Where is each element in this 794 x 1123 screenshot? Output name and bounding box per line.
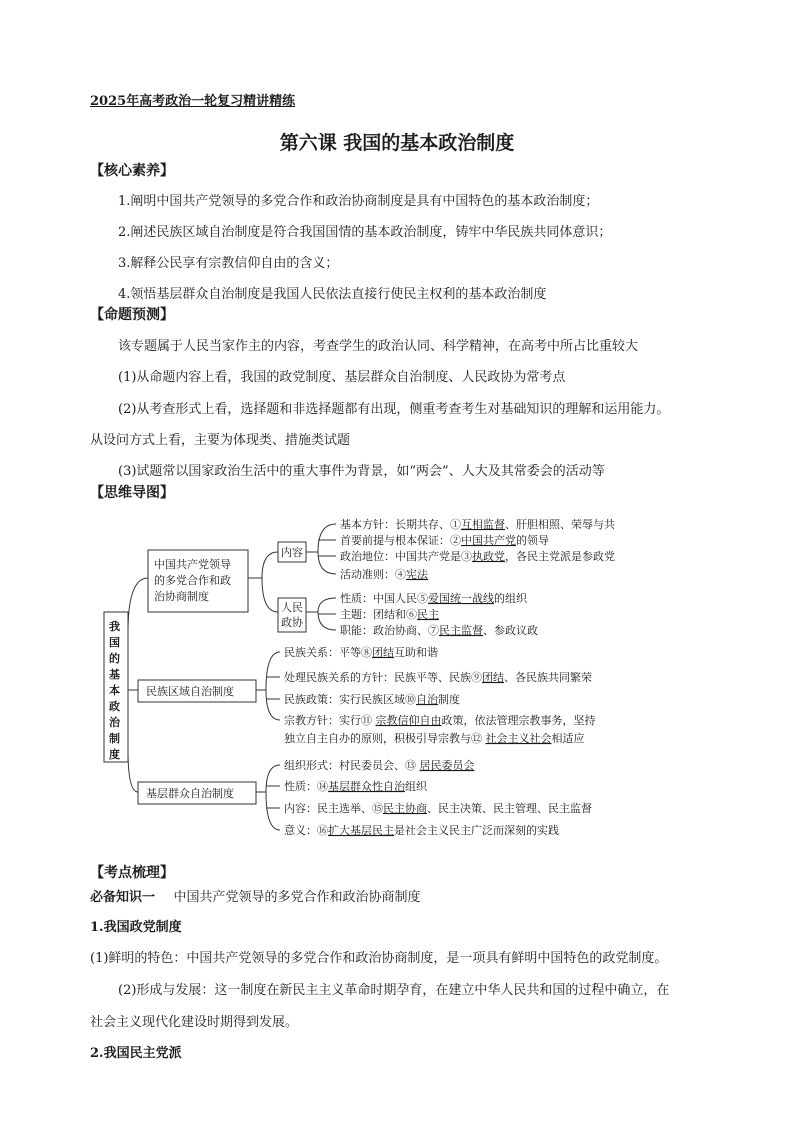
jc-item-3: 内容：民主选举、⑮民主协商、民主决策、民主管理、民主监督: [284, 802, 592, 815]
section-1-heading: 1.我国政党制度: [90, 920, 182, 935]
knowledge-heading: [90, 886, 421, 905]
root-char-7: 治: [109, 716, 120, 729]
forecast-p2b: 从设问方式上看，主要为体现类、措施类试题: [90, 433, 351, 448]
forecast-p3: (3)试题常以国家政治生活中的重大事件为背景，如“两会”、人大及其常委会的活动等: [118, 464, 605, 479]
branch1-line-2: 的多党合作和政: [154, 574, 231, 587]
forecast-p2a: (2)从考查形式上看，选择题和非选择题都有出现，侧重考查考生对基础知识的理解和运用能力。: [118, 402, 670, 417]
neirong-box: [278, 542, 306, 562]
branch1-line-1: 中国共产党领导: [154, 558, 231, 571]
section-2-heading: 2.我国民主党派: [90, 1046, 182, 1061]
branch1-box: [148, 550, 248, 612]
knowledge-title: 中国共产党领导的多党合作和政治协商制度: [173, 890, 421, 905]
neirong-label: 内容: [281, 546, 303, 559]
zx-item-1: 性质：中国人民⑤爱国统一战线的组织: [340, 592, 527, 605]
section-1-p1: (1)鲜明的特色：中国共产党领导的多党合作和政治协商制度，是一项具有鲜明中国特色的政党制度。: [90, 951, 668, 966]
root-box: [104, 612, 128, 762]
renmin-box: [278, 598, 306, 632]
renmin-label-2: 政协: [281, 616, 303, 629]
mindmap-heading: 【思维导图】: [90, 485, 174, 501]
points-heading: 【考点梳理】: [90, 865, 174, 881]
mz-item-5: 独立自主自办的原则，积极引导宗教与⑫ 社会主义社会相适应: [284, 732, 585, 745]
forecast-heading: 【命题预测】: [90, 307, 174, 323]
nr-item-2: 首要前提与根本保证：②中国共产党的领导: [340, 534, 549, 547]
root-char-9: 度: [109, 748, 120, 761]
root-char-6: 政: [109, 700, 120, 713]
core-item-2: 2.阐述民族区域自治制度是符合我国国情的基本政治制度，铸牢中华民族共同体意识；: [118, 225, 612, 240]
core-item-1: 1.阐明中国共产党领导的多党合作和政治协商制度是具有中国特色的基本政治制度；: [118, 194, 599, 209]
jc-item-1: 组织形式：村民委员会、⑬ 居民委员会: [284, 759, 475, 772]
nr-item-4: 活动准则：④宪法: [340, 568, 428, 581]
jc-item-4: 意义：⑯扩大基层民主是社会主义民主广泛而深刻的实践: [284, 824, 559, 837]
root-char-8: 制: [109, 732, 120, 745]
mz-item-2: 处理民族关系的方针：民族平等、民族⑨团结、各民族共同繁荣: [284, 671, 592, 684]
section-1-p2b: 社会主义现代化建设时期得到发展。: [90, 1015, 299, 1030]
mz-item-1: 民族关系：平等⑧团结互助和谐: [284, 646, 438, 659]
knowledge-label: 必备知识一: [90, 890, 156, 905]
series-title: 2025年高考政治一轮复习精讲精练: [90, 94, 296, 109]
zx-item-2: 主题：团结和⑥民主: [340, 608, 439, 621]
lesson-title: 第六课 我国的基本政治制度: [279, 132, 515, 154]
branch3-label: 基层群众自治制度: [146, 787, 234, 800]
mz-item-3: 民族政策：实行民族区域⑩自治制度: [284, 693, 460, 706]
core-item-3: 3.解释公民享有宗教信仰自由的含义；: [118, 256, 339, 271]
section-1-p2a: (2)形成与发展：这一制度在新民主主义革命时期孕育，在建立中华人民共和国的过程中确立，在: [118, 983, 670, 998]
branch2-box: [138, 680, 256, 702]
renmin-label-1: 人民: [281, 601, 303, 614]
root-char-5: 本: [109, 684, 120, 697]
root-char-3: 的: [109, 652, 120, 665]
jc-item-2: 性质：⑭基层群众性自治组织: [284, 780, 427, 793]
mz-item-4: 宗教方针：实行⑪ 宗教信仰自由政策，依法管理宗教事务，坚持: [284, 714, 596, 727]
forecast-p1: (1)从命题内容上看，我国的政党制度、基层群众自治制度、人民政协为常考点: [118, 370, 566, 385]
core-heading: 【核心素养】: [90, 163, 174, 179]
branch3-box: [138, 782, 256, 804]
core-item-4: 4.领悟基层群众自治制度是我国人民依法直接行使民主权利的基本政治制度: [118, 287, 547, 302]
root-char-2: 国: [109, 636, 120, 649]
nr-item-3: 政治地位：中国共产党是③执政党，各民主党派是参政党: [340, 550, 615, 563]
branch1-line-3: 治协商制度: [154, 590, 209, 603]
zx-item-3: 职能：政治协商、⑦民主监督、参政议政: [340, 624, 538, 637]
forecast-intro: 该专题属于人民当家作主的内容，考查学生的政治认同、科学精神，在高考中所占比重较大: [118, 339, 639, 354]
branch2-label: 民族区域自治制度: [146, 685, 234, 698]
nr-item-1: 基本方针：长期共存、①互相监督、肝胆相照、荣辱与共: [340, 518, 615, 531]
root-char-1: 我: [109, 620, 120, 633]
root-char-4: 基: [109, 668, 120, 681]
